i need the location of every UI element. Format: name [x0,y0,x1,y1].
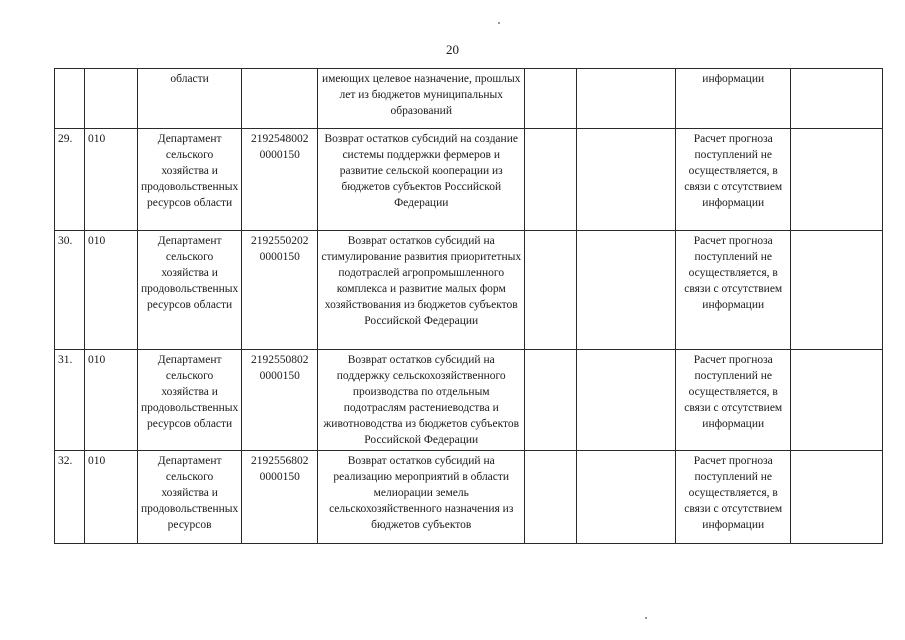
cell-department: Департамент сельского хозяйства и продовольственных ресурсов области [138,129,242,231]
kbk-line-2: 0000150 [259,149,300,161]
table-row [55,231,883,350]
cell-empty [577,69,676,129]
cell-number: 30. [55,231,85,350]
cell-empty [577,231,676,350]
cell-code: 010 [85,129,138,231]
cell-empty [525,69,577,129]
kbk-line-2: 0000150 [259,471,300,483]
cell-department: области [138,69,242,129]
cell-empty [791,129,883,231]
cell-number [55,69,85,129]
kbk-line-2: 0000150 [259,251,300,263]
cell-revenue-name: Возврат остатков субсидий на поддержку сельскохозяйственного производства по отдельным подотраслям растениеводства и животноводства из бюджетов субъектов Российской Федерации [318,350,525,451]
cell-note: информации [676,69,791,129]
table-row-continued [55,69,883,129]
cell-revenue-name: Возврат остатков субсидий на стимулирование развития приоритетных подотраслей агропромышленного комплекса и развитие малых форм хозяйствования из бюджетов субъектов Российской Федерации [318,231,525,350]
revenue-forecast-table [54,68,883,544]
cell-number: 29. [55,129,85,231]
cell-empty [577,129,676,231]
cell-note: Расчет прогноза поступлений не осуществляется, в связи с отсутствием информации [676,231,791,350]
cell-empty [525,129,577,231]
cell-note: Расчет прогноза поступлений не осуществляется, в связи с отсутствием информации [676,451,791,544]
cell-kbk [242,231,318,350]
cell-kbk [242,451,318,544]
cell-revenue-name: Возврат остатков субсидий на реализацию мероприятий в области мелиорации земель сельскохозяйственного назначения из бюджетов субъектов [318,451,525,544]
kbk-line-2: 0000150 [259,370,300,382]
cell-code: 010 [85,231,138,350]
cell-empty [525,350,577,451]
cell-department: Департамент сельского хозяйства и продовольственных ресурсов [138,451,242,544]
cell-kbk [242,129,318,231]
scan-speck [498,22,500,24]
cell-note: Расчет прогноза поступлений не осуществляется, в связи с отсутствием информации [676,129,791,231]
cell-note: Расчет прогноза поступлений не осуществляется, в связи с отсутствием информации [676,350,791,451]
cell-kbk [242,350,318,451]
cell-department: Департамент сельского хозяйства и продовольственных ресурсов области [138,231,242,350]
kbk-line-1: 2192550202 [250,235,309,247]
cell-empty [791,350,883,451]
cell-kbk [242,69,318,129]
cell-number: 32. [55,451,85,544]
cell-number: 31. [55,350,85,451]
cell-empty [791,451,883,544]
kbk-line-1: 2192556802 [250,455,309,467]
cell-empty [791,231,883,350]
page-number: 20 [446,42,459,57]
cell-revenue-name: Возврат остатков субсидий на создание системы поддержки фермеров и развитие сельской кооперации из бюджетов субъектов Российской Федерации [318,129,525,231]
kbk-line-1: 2192548002 [250,133,309,145]
cell-empty [577,350,676,451]
cell-code: 010 [85,451,138,544]
cell-code: 010 [85,350,138,451]
kbk-line-1: 2192550802 [250,354,309,366]
cell-department: Департамент сельского хозяйства и продовольственных ресурсов области [138,350,242,451]
table-row [55,129,883,231]
table-row [55,350,883,451]
cell-empty [525,451,577,544]
cell-empty [525,231,577,350]
scan-speck [645,617,647,619]
cell-revenue-name: имеющих целевое назначение, прошлых лет из бюджетов муниципальных образований [318,69,525,129]
cell-empty [577,451,676,544]
cell-empty [791,69,883,129]
table-row [55,451,883,544]
cell-code [85,69,138,129]
